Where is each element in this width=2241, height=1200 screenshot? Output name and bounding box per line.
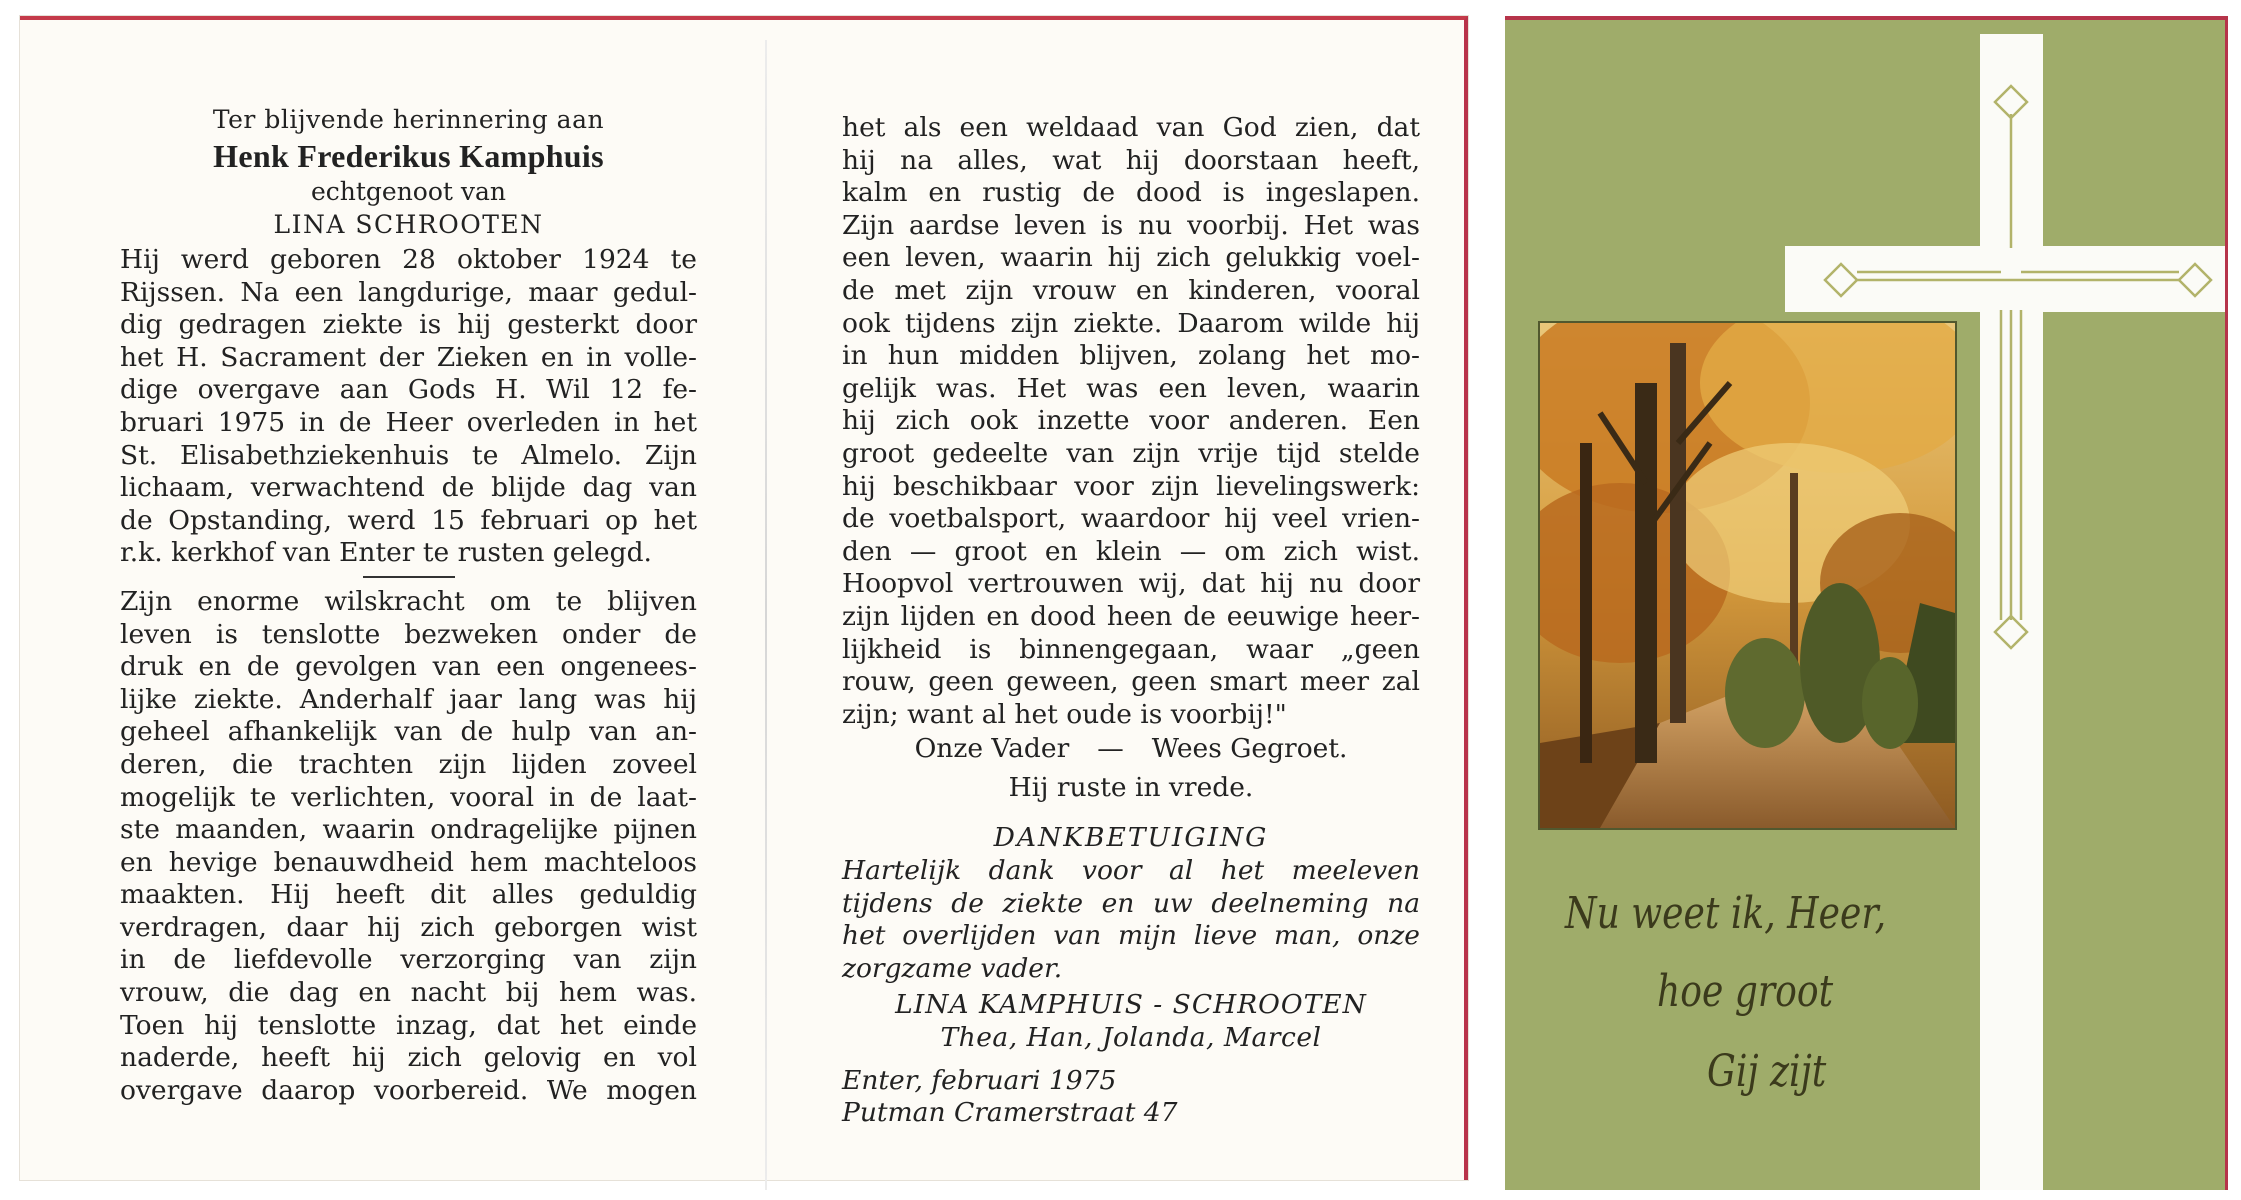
- text-line: het als een weldaad van God zien, dat: [842, 112, 1420, 143]
- text-line: groot gedeelte van zijn vrije tijd stelde: [842, 437, 1420, 469]
- text-line: lichaam, verwachtend de blijde dag van: [120, 472, 697, 504]
- thanks-title: DANKBETUIGING: [993, 822, 1269, 854]
- thanks-signer: LINA KAMPHUIS - SCHROOTEN: [895, 989, 1367, 1021]
- text-line: bruari 1975 in de Heer overleden in het: [120, 406, 697, 438]
- text-line: de voetbalsport, waardoor hij veel vrien-: [842, 503, 1420, 535]
- text-line: Hij werd geboren 28 oktober 1924 te: [120, 244, 697, 275]
- prayer-our-father: Onze Vader: [914, 733, 1070, 765]
- spouse-label: echtgenoot van: [310, 177, 507, 206]
- text-line: rouw, geen geween, geen smart meer zal: [842, 666, 1420, 698]
- place-date: Enter, februari 1975: [842, 1064, 1117, 1096]
- spouse-name: LINA SCHROOTEN: [273, 210, 544, 239]
- deceased-name: Henk Frederikus Kamphuis: [213, 138, 604, 174]
- text-line: Zijn enorme wilskracht om te blijven: [120, 585, 697, 617]
- text-line: het overlijden van mijn lieve man, onze: [842, 920, 1420, 952]
- text-line: hij zich ook inzette voor anderen. Een: [842, 405, 1420, 437]
- divider-rule: [363, 576, 455, 578]
- text-line: deren, die trachten zijn lijden zoveel: [120, 748, 697, 780]
- text-line: lijkheid is binnengegaan, waar „geen: [842, 633, 1420, 665]
- text-line: Hartelijk dank voor al het meeleven: [842, 855, 1420, 887]
- text-line: St. Elisabethziekenhuis te Almelo. Zijn: [120, 439, 697, 471]
- text-line: tijdens de ziekte en uw deelneming na: [842, 887, 1420, 919]
- verse-line-3: Gij zijt: [1707, 1046, 1827, 1097]
- text-line: verdragen, daar hij zich geborgen wist: [120, 911, 697, 943]
- prayer-separator: —: [1097, 733, 1124, 765]
- text-line: in de liefdevolle verzorging van zijn: [120, 944, 697, 976]
- text-line: Hoopvol vertrouwen wij, dat hij nu door: [842, 568, 1420, 600]
- text-line: en hevige benauwdheid hem machteloos: [120, 846, 697, 878]
- text-line: ste maanden, waarin ondragelijke pijnen: [120, 814, 697, 846]
- address: Putman Cramerstraat 47: [842, 1097, 1178, 1129]
- text-line: hij na alles, wat hij doorstaan heeft,: [842, 144, 1420, 176]
- verse-line-2: hoe groot: [1657, 966, 1834, 1017]
- text-line: dige overgave aan Gods H. Wil 12 fe-: [120, 374, 697, 406]
- text-line: in hun midden blijven, zolang het mo-: [842, 340, 1420, 372]
- prayer-hail-mary: Wees Gegroet.: [1151, 733, 1348, 765]
- text-line: leven is tenslotte bezweken onder de: [120, 618, 697, 650]
- text-line: hij beschikbaar voor zijn lievelingswerk:: [842, 470, 1420, 502]
- text-line: dig gedragen ziekte is hij gesterkt door: [120, 309, 697, 341]
- prayer-line: [842, 733, 1420, 766]
- memorial-card-inner-spread: [20, 16, 1468, 1180]
- verse-line-1: Nu weet ik, Heer,: [1565, 888, 1887, 939]
- text-line: de met zijn vrouw en kinderen, vooral: [842, 274, 1420, 306]
- text-line: den — groot en klein — om zich wist.: [842, 535, 1420, 567]
- text-line: zijn; want al het oude is voorbij!": [842, 698, 1287, 730]
- text-line: r.k. kerkhof van Enter te rusten gelegd.: [120, 537, 652, 569]
- text-line: overgave daarop voorbereid. We mogen: [120, 1074, 697, 1106]
- autumn-forest-photo: [1538, 321, 1957, 830]
- text-line: zijn lijden en dood heen de eeuwige heer-: [842, 600, 1420, 632]
- center-fold: [765, 40, 767, 1190]
- remembrance-paragraph: [842, 112, 1420, 731]
- text-line: vrouw, die dag en nacht bij hem was.: [120, 977, 697, 1009]
- text-line: Rijssen. Na een langdurige, maar gedul-: [120, 276, 697, 308]
- illness-paragraph: [120, 586, 697, 1108]
- left-page: [120, 104, 697, 1107]
- biography-paragraph: [120, 244, 697, 570]
- text-line: zorgzame vader.: [842, 952, 1063, 984]
- text-line: de Opstanding, werd 15 februari op het: [120, 504, 697, 536]
- text-line: druk en de gevolgen van een ongenees-: [120, 651, 697, 683]
- text-line: Toen hij tenslotte inzag, dat het einde: [120, 1009, 697, 1041]
- thanks-children: Thea, Han, Jolanda, Marcel: [940, 1022, 1322, 1054]
- text-line: geheel afhankelijk van de hulp van an-: [120, 716, 697, 748]
- right-page: [842, 112, 1420, 1130]
- text-line: lijke ziekte. Anderhalf jaar lang was hij: [120, 683, 697, 715]
- text-line: gelijk was. Het was een leven, waarin: [842, 372, 1420, 404]
- thanks-paragraph: [842, 855, 1420, 985]
- intro-line: Ter blijvende herinnering aan: [212, 105, 605, 134]
- text-line: ook tijdens zijn ziekte. Daarom wilde hij: [842, 307, 1420, 339]
- text-line: het H. Sacrament der Zieken en in volle-: [120, 341, 697, 373]
- text-line: naderde, heeft hij zich gelovig en vol: [120, 1042, 697, 1074]
- text-line: Zijn aardse leven is nu voorbij. Het was: [842, 209, 1420, 241]
- text-line: mogelijk te verlichten, vooral in de laat-: [120, 781, 697, 813]
- text-line: kalm en rustig de dood is ingeslapen.: [842, 177, 1420, 209]
- text-line: een leven, waarin hij zich gelukkig voel-: [842, 242, 1420, 274]
- memorial-card-front: [1505, 16, 2228, 1190]
- rest-in-peace: Hij ruste in vrede.: [1008, 771, 1254, 803]
- text-line: maakten. Hij heeft dit alles geduldig: [120, 879, 697, 911]
